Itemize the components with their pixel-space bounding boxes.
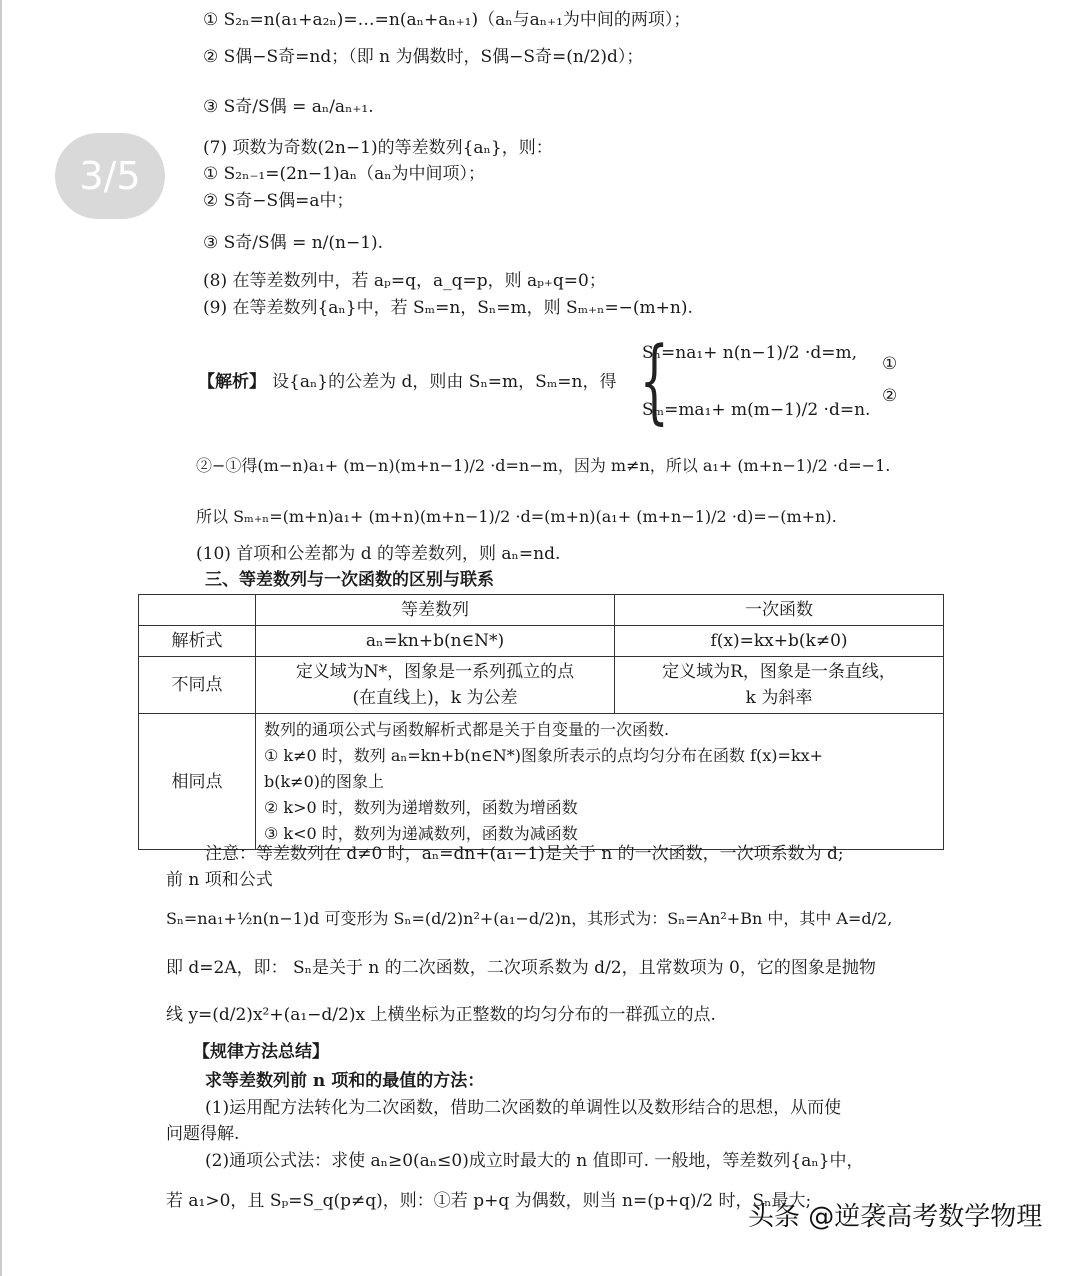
method-title: 求等差数列前 n 项和的最值的方法： bbox=[205, 1071, 485, 1091]
method-line: (2)通项公式法：求使 aₙ≥0(aₙ≤0)成立时最大的 n 值即可. 一般地，等差数列{aₙ}中， bbox=[205, 1151, 864, 1171]
watermark: 头条 @逆袭高考数学物理 bbox=[748, 1202, 1043, 1232]
text-line: ① S₂ₙ=n(a₁+a₂ₙ)=…=n(aₙ+aₙ₊₁)（aₙ与aₙ₊₁为中间的两项）； bbox=[203, 10, 691, 30]
text-line: ① S₂ₙ₋₁=(2n−1)aₙ（aₙ为中间项）； bbox=[203, 164, 486, 184]
table-header-row bbox=[139, 595, 944, 626]
equation-1-number: ① bbox=[882, 354, 898, 374]
equation-2: Sₘ=ma₁+ m(m−1)/2 ·d=n. bbox=[642, 400, 871, 420]
table-cell: aₙ=kn+b(n∈N*) bbox=[256, 626, 615, 657]
page-counter-badge[interactable]: 3/5 bbox=[55, 133, 165, 219]
note-line: Sₙ=na₁+½n(n−1)d 可变形为 Sₙ=(d/2)n²+(a₁−d/2)n，其形式为：Sₙ=An²+Bn 中，其中 A=d/2, bbox=[166, 909, 893, 928]
table-row bbox=[139, 714, 944, 850]
analysis-step-2: 所以 Sₘ₊ₙ=(m+n)a₁+ (m+n)(m+n−1)/2 ·d=(m+n)(a₁+ (m+n−1)/2 ·d)=−(m+n). bbox=[196, 507, 837, 526]
table-row bbox=[139, 657, 944, 714]
summary-title: 【规律方法总结】 bbox=[193, 1042, 329, 1062]
header-cell: 一次函数 bbox=[615, 595, 944, 626]
note-line: 线 y=(d/2)x²+(a₁−d/2)x 上横坐标为正整数的均匀分布的一群孤立的点. bbox=[166, 1005, 716, 1025]
note-line: 前 n 项和公式 bbox=[166, 870, 273, 890]
header-cell: 等差数列 bbox=[256, 595, 615, 626]
brace-icon: { bbox=[639, 327, 669, 434]
section-heading: 三、等差数列与一次函数的区别与联系 bbox=[205, 570, 494, 590]
analysis-text: 设{aₙ}的公差为 d，则由 Sₙ=m，Sₘ=n，得 bbox=[272, 372, 617, 392]
method-line: (1)运用配方法转化为二次函数，借助二次函数的单调性以及数形结合的思想，从而使 bbox=[205, 1098, 842, 1118]
text-line: ② S奇−S偶=a中； bbox=[203, 191, 354, 211]
header-cell bbox=[139, 595, 256, 626]
page-edge bbox=[0, 0, 2, 1276]
note-line: 即 d=2A，即： Sₙ是关于 n 的二次函数，二次项系数为 d/2，且常数项为 0，它的图象是抛物 bbox=[166, 958, 876, 978]
text-line: ③ S奇/S偶 = n/(n−1). bbox=[203, 233, 384, 253]
text-line: ③ S奇/S偶 = aₙ/aₙ₊₁. bbox=[203, 97, 374, 117]
table-cell: 定义域为R，图象是一条直线， k 为斜率 bbox=[615, 657, 944, 714]
text-line: (8) 在等差数列中，若 aₚ=q，a_q=p，则 aₚ₊q=0； bbox=[203, 271, 606, 291]
equation-2-number: ② bbox=[882, 386, 898, 406]
text-line: (9) 在等差数列{aₙ}中，若 Sₘ=n，Sₙ=m，则 Sₘ₊ₙ=−(m+n). bbox=[203, 298, 693, 318]
row-label: 相同点 bbox=[139, 714, 256, 850]
text-line: ② S偶−S奇=nd；（即 n 为偶数时，S偶−S奇=(n/2)d）； bbox=[203, 47, 644, 67]
row-label: 不同点 bbox=[139, 657, 256, 714]
row-label: 解析式 bbox=[139, 626, 256, 657]
method-line: 问题得解. bbox=[166, 1124, 240, 1144]
equation-1: Sₙ=na₁+ n(n−1)/2 ·d=m, bbox=[642, 343, 858, 363]
text-line: (10) 首项和公差都为 d 的等差数列，则 aₙ=nd. bbox=[196, 544, 561, 564]
table-cell: 数列的通项公式与函数解析式都是关于自变量的一次函数. ① k≠0 时，数列 aₙ=kn+b(n∈N*)图象所表示的点均匀分布在函数 f(x)=kx+ b(k≠0)的图象上 ② k>0 时，数列为递增数列，函数为增函数 ③ k<0 时，数列为递减数列，函数为减函数 bbox=[256, 714, 944, 850]
table-cell: f(x)=kx+b(k≠0) bbox=[615, 626, 944, 657]
text-line: (7) 项数为奇数(2n−1)的等差数列{aₙ}，则： bbox=[203, 138, 553, 158]
method-line: 若 a₁>0，且 Sₚ=S_q(p≠q)，则：①若 p+q 为偶数，则当 n=(p+q)/2 时，Sₙ最大; bbox=[166, 1191, 812, 1211]
table-row bbox=[139, 626, 944, 657]
table-cell: 定义域为N*，图象是一系列孤立的点 (在直线上)，k 为公差 bbox=[256, 657, 615, 714]
analysis-step-1: ②−①得(m−n)a₁+ (m−n)(m+n−1)/2 ·d=n−m，因为 m≠n，所以 a₁+ (m+n−1)/2 ·d=−1. bbox=[196, 456, 891, 475]
analysis-label: 【解析】 bbox=[198, 372, 266, 392]
note-line: 注意：等差数列在 d≠0 时，aₙ=dn+(a₁−1)是关于 n 的一次函数，一次项系数为 d; bbox=[205, 844, 844, 864]
comparison-table bbox=[138, 594, 944, 850]
